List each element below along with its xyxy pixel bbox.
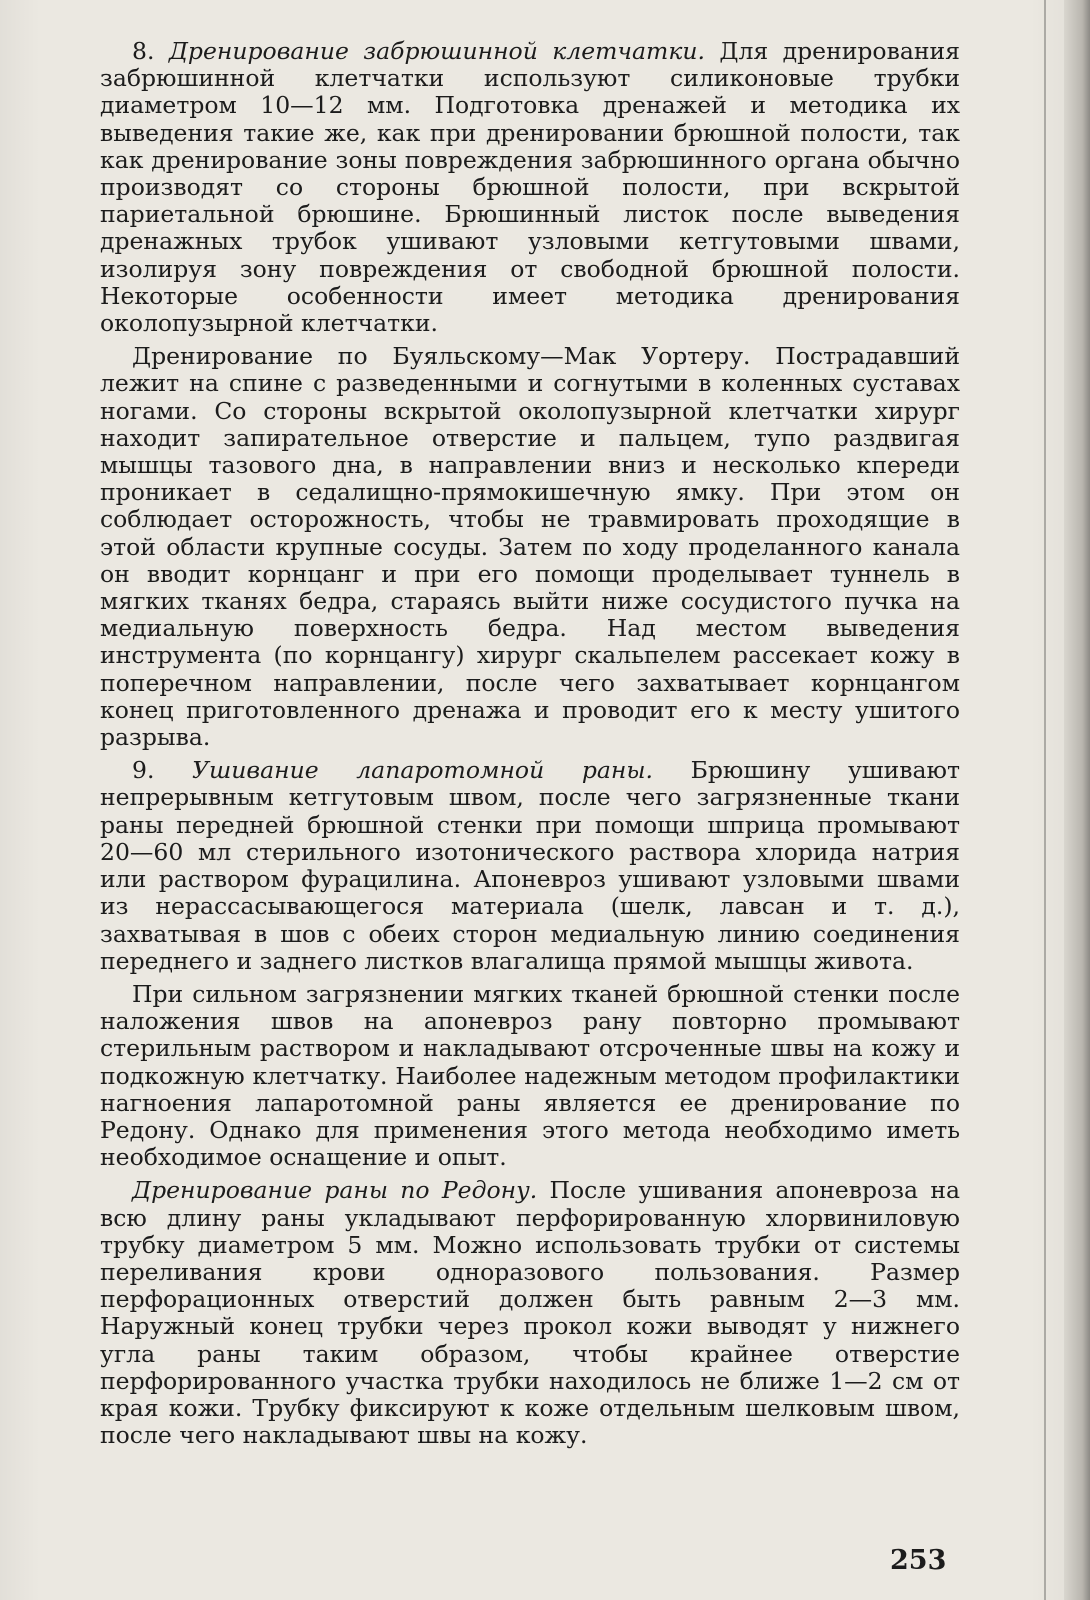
scan-edge-line — [1044, 0, 1046, 1600]
paragraph-text: При сильном загрязнении мягких тканей брюшной стенки после наложения швов на апоневроз рану повторно промывают стерильным раствором и накладывают отсроченные швы на кожу и подкожную клетчатку. Наиболее надежным методом профилактики нагноения лапаротомной раны является ее дренирование по Редону. Однако для применения этого метода необходимо иметь необходимое оснащение и опыт. — [100, 979, 960, 1172]
paragraph-contamination — [100, 981, 960, 1171]
paragraph-9 — [100, 757, 960, 975]
paragraph-redon — [100, 1177, 960, 1449]
scan-edge-shadow — [1064, 0, 1090, 1600]
paragraph-text: Брюшину ушивают непрерывным кетгутовым швом, после чего загрязненные ткани раны передней брюшной стенки при помощи шприца промывают 20—60 мл стерильного изотонического раствора хлорида натрия или раствором фурацилина. Апоневроз ушивают узловыми швами из нерассасывающегося материала (шелк, лавсан и т. д.), захватывая в шов с обеих сторон медиальную линию соединения переднего и заднего листков влагалища прямой мышцы живота. — [100, 756, 960, 975]
section-heading: Дренирование забрюшинной клетчатки. — [168, 37, 705, 65]
paragraph-text: Для дренирования забрюшинной клетчатки используют силиконовые трубки диаметром 10—12 мм. Подготовка дренажей и методика их выведения такие же, как при дренировании брюшной полости, так как дренирование зоны повреждения забрюшинного органа обычно производят со стороны брюшной полости, при вскрытой париетальной брюшине. Брюшинный листок после выведения дренажных трубок ушивают узловыми кетгутовыми швами, изолируя зону повреждения от свободной брюшной полости. Некоторые особенности имеет методика дренирования околопузырной клетчатки. — [100, 37, 960, 338]
paragraph-text: Дренирование по Буяльскому—Мак Уортеру. Пострадавший лежит на спине с разведенными и согнутыми в коленных суставах ногами. Со стороны вскрытой околопузырной клетчатки хирург находит запирательное отверстие и пальцем, тупо раздвигая мышцы тазового дна, в направлении вниз и несколько кпереди проникает в седалищно-прямокишечную ямку. При этом он соблюдает осторожность, чтобы не травмировать проходящие в этой области крупные сосуды. Затем по ходу проделанного канала он вводит корнцанг и при его помощи проделывает туннель в мягких тканях бедра, стараясь выйти ниже сосудистого пучка на медиальную поверхность бедра. Над местом выведения инструмента (по корнцангу) хирург скальпелем рассекает кожу в поперечном направлении, после чего захватывает корнцангом конец приготовленного дренажа и проводит его к месту ушитого разрыва. — [100, 342, 960, 752]
paragraph-buyalsky — [100, 343, 960, 751]
section-number: 8. — [132, 37, 169, 65]
section-heading: Дренирование раны по Редону. — [132, 1176, 538, 1205]
paragraph-text: После ушивания апоневроза на всю длину раны укладывают перфорированную хлорвиниловую трубку диаметром 5 мм. Можно использовать трубки от системы переливания крови одноразового пользования. Размер перфорационных отверстий должен быть равным 2—3 мм. Наружный конец трубки через прокол кожи выводят у нижнего угла раны таким образом, чтобы крайнее отверстие перфорированного участка трубки находилось не ближе 1—2 см от края кожи. Трубку фиксируют к коже отдельным шелковым швом, после чего накладывают швы на кожу. — [100, 1176, 961, 1450]
page-number: 253 — [890, 1545, 947, 1576]
section-heading: Ушивание лапаротомной раны. — [192, 756, 653, 785]
body-text — [100, 38, 960, 1455]
section-number: 9. — [132, 756, 193, 785]
paragraph-8 — [100, 38, 960, 337]
